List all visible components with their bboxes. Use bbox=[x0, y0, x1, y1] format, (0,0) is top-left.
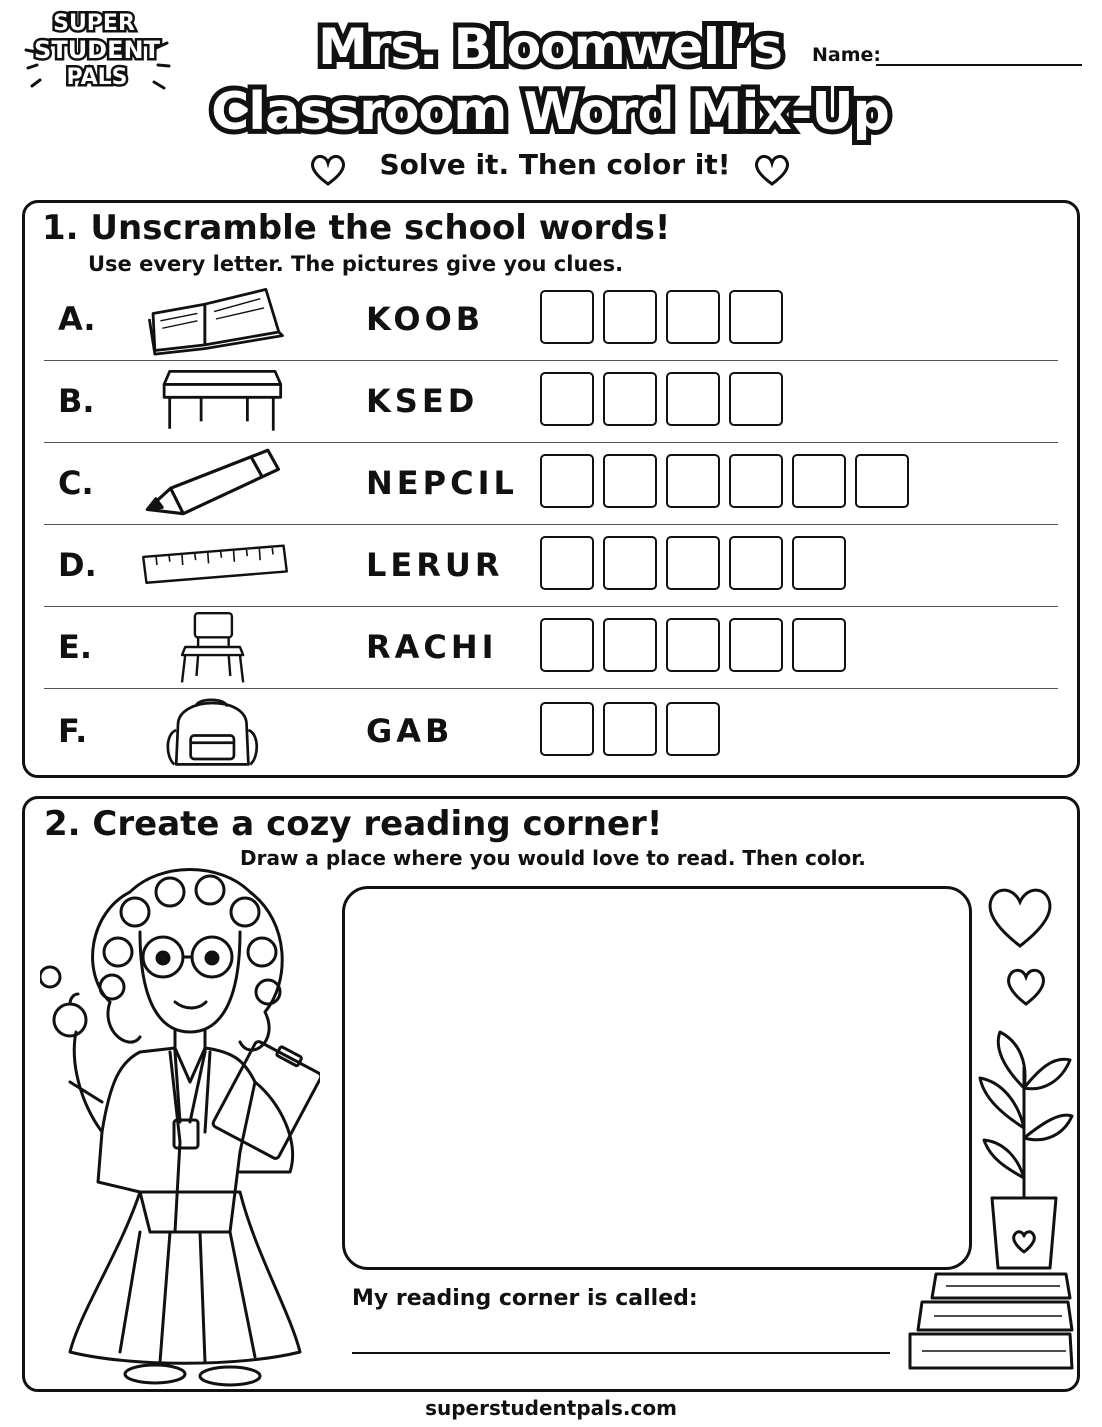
answer-boxes bbox=[540, 290, 783, 344]
answer-boxes bbox=[540, 618, 846, 672]
logo-text-student: STUDENT bbox=[34, 36, 160, 64]
scrambled-word: LERUR bbox=[366, 546, 504, 584]
word-row bbox=[44, 606, 1058, 688]
row-letter: A. bbox=[58, 300, 96, 338]
backpack-icon bbox=[140, 694, 290, 768]
section1-subtitle: Use every letter. The pictures give you clues. bbox=[88, 252, 624, 276]
word-row bbox=[44, 278, 1058, 360]
letter-box[interactable] bbox=[792, 454, 846, 508]
book-icon bbox=[140, 282, 290, 356]
letter-box[interactable] bbox=[792, 618, 846, 672]
teacher-illustration bbox=[40, 852, 320, 1392]
letter-box[interactable] bbox=[666, 454, 720, 508]
letter-box[interactable] bbox=[729, 372, 783, 426]
page-subtitle: Solve it. Then color it! bbox=[379, 148, 731, 181]
letter-box[interactable] bbox=[603, 618, 657, 672]
logo-text-super: SUPER bbox=[53, 11, 135, 36]
answer-boxes bbox=[540, 372, 783, 426]
section2-subtitle: Draw a place where you would love to read. Then color. bbox=[240, 846, 866, 870]
word-row bbox=[44, 524, 1058, 606]
letter-box[interactable] bbox=[666, 618, 720, 672]
heart-icon bbox=[752, 152, 792, 188]
letter-box[interactable] bbox=[666, 290, 720, 344]
reading-corner-name-label: My reading corner is called: bbox=[352, 1286, 698, 1311]
chair-icon bbox=[140, 610, 290, 684]
book-stack-icon bbox=[906, 1266, 1078, 1376]
scrambled-word: KSED bbox=[366, 382, 479, 420]
scrambled-word: GAB bbox=[366, 712, 454, 750]
scrambled-word: KOOB bbox=[366, 300, 485, 338]
ruler-icon bbox=[140, 528, 290, 602]
scrambled-word: RACHI bbox=[366, 628, 498, 666]
reading-corner-name-field[interactable] bbox=[352, 1352, 890, 1354]
letter-box[interactable] bbox=[540, 618, 594, 672]
letter-box[interactable] bbox=[540, 290, 594, 344]
letter-box[interactable] bbox=[603, 372, 657, 426]
pencil-icon bbox=[140, 446, 290, 520]
letter-box[interactable] bbox=[666, 372, 720, 426]
footer-url[interactable]: superstudentpals.com bbox=[425, 1396, 677, 1420]
word-row bbox=[44, 690, 1058, 772]
row-letter: D. bbox=[58, 546, 97, 584]
letter-box[interactable] bbox=[729, 536, 783, 590]
section2-title: 2. Create a cozy reading corner! bbox=[44, 804, 663, 844]
answer-boxes bbox=[540, 536, 846, 590]
letter-box[interactable] bbox=[855, 454, 909, 508]
row-letter: B. bbox=[58, 382, 95, 420]
letter-box[interactable] bbox=[666, 702, 720, 756]
logo-text-pals: PALS bbox=[66, 65, 128, 90]
potted-plant-icon bbox=[974, 1028, 1074, 1276]
letter-box[interactable] bbox=[540, 702, 594, 756]
row-letter: F. bbox=[58, 712, 88, 750]
name-label: Name: bbox=[812, 44, 882, 66]
letter-box[interactable] bbox=[792, 536, 846, 590]
answer-boxes bbox=[540, 454, 909, 508]
letter-box[interactable] bbox=[603, 702, 657, 756]
letter-box[interactable] bbox=[603, 454, 657, 508]
letter-box[interactable] bbox=[603, 536, 657, 590]
letter-box[interactable] bbox=[729, 290, 783, 344]
letter-box[interactable] bbox=[729, 618, 783, 672]
name-field[interactable] bbox=[876, 64, 1082, 66]
letter-box[interactable] bbox=[540, 454, 594, 508]
heart-icon bbox=[1004, 966, 1048, 1008]
scrambled-word: NEPCIL bbox=[366, 464, 518, 502]
row-letter: C. bbox=[58, 464, 94, 502]
word-row bbox=[44, 360, 1058, 442]
letter-box[interactable] bbox=[540, 372, 594, 426]
word-row bbox=[44, 442, 1058, 524]
heart-icon bbox=[982, 882, 1058, 952]
drawing-area[interactable] bbox=[342, 886, 972, 1270]
letter-box[interactable] bbox=[666, 536, 720, 590]
answer-boxes bbox=[540, 702, 720, 756]
title-line-2: Classroom Word Mix-Up bbox=[211, 82, 889, 142]
letter-box[interactable] bbox=[603, 290, 657, 344]
row-letter: E. bbox=[58, 628, 93, 666]
letter-box[interactable] bbox=[540, 536, 594, 590]
desk-icon bbox=[140, 364, 290, 438]
title-line-1: Mrs. Bloomwell’s bbox=[318, 18, 782, 76]
row-divider bbox=[44, 688, 1058, 689]
section1-title: 1. Unscramble the school words! bbox=[42, 208, 671, 248]
letter-box[interactable] bbox=[729, 454, 783, 508]
